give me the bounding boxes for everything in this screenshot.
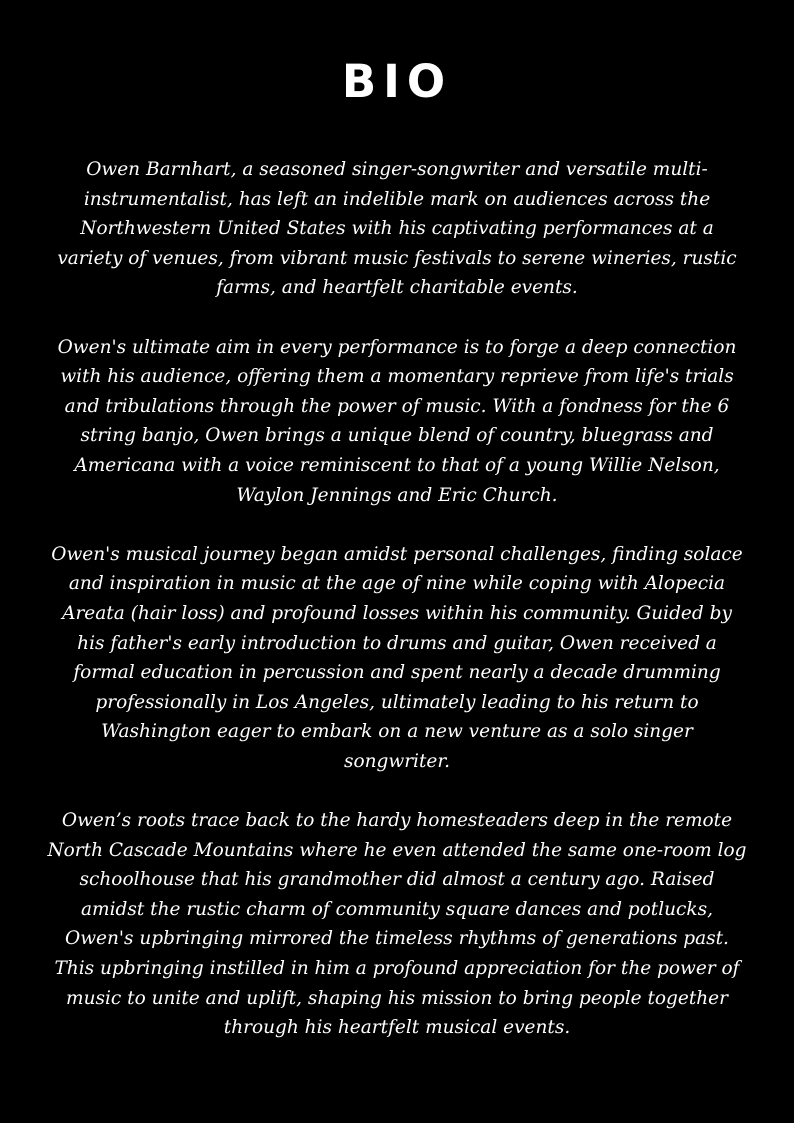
bio-paragraph-1: Owen Barnhart, a seasoned singer-songwriter and versatile multi-instrumentalist, has left an indelible mark on audiences across the Northwestern United States with his captivating performances at a variety of venues, from vibrant music festivals to serene wineries, rustic farms, and heartfelt charitable events. <box>57 159 737 299</box>
bio-paragraph-2: Owen's ultimate aim in every performance is to forge a deep connection with his audience, offering them a momentary reprieve from life's trials and tribulations through the power of music. With a fondness for the 6 string banjo, Owen brings a unique blend of country, bluegrass and Americana with a voice reminiscent to that of a young Willie Nelson, Waylon Jennings and Eric Church. <box>57 336 737 506</box>
page-title: BIO <box>341 55 453 108</box>
bio-paragraph-4: Owen’s roots trace back to the hardy homesteaders deep in the remote North Cascade Mountains where he even attended the same one-room log schoolhouse that his grandmother did almost a century ago. Raised amidst the rustic charm of community square dances and potlucks, Owen's upbringing mirrored the timeless rhythms of generations past. This upbringing instilled in him a profound appreciation for the power of music to unite and uplift, shaping his mission to bring people together through his heartfelt musical events. <box>47 810 747 1039</box>
bio-body <box>46 155 748 1072</box>
bio-paragraph-3: Owen's musical journey began amidst personal challenges, finding solace and inspiration in music at the age of nine while coping with Alopecia Areata (hair loss) and profound losses within his community. Guided by his father's early introduction to drums and guitar, Owen received a formal education in percussion and spent nearly a decade drumming professionally in Los Angeles, ultimately leading to his return to Washington eager to embark on a new venture as a solo singer songwriter. <box>51 543 743 772</box>
